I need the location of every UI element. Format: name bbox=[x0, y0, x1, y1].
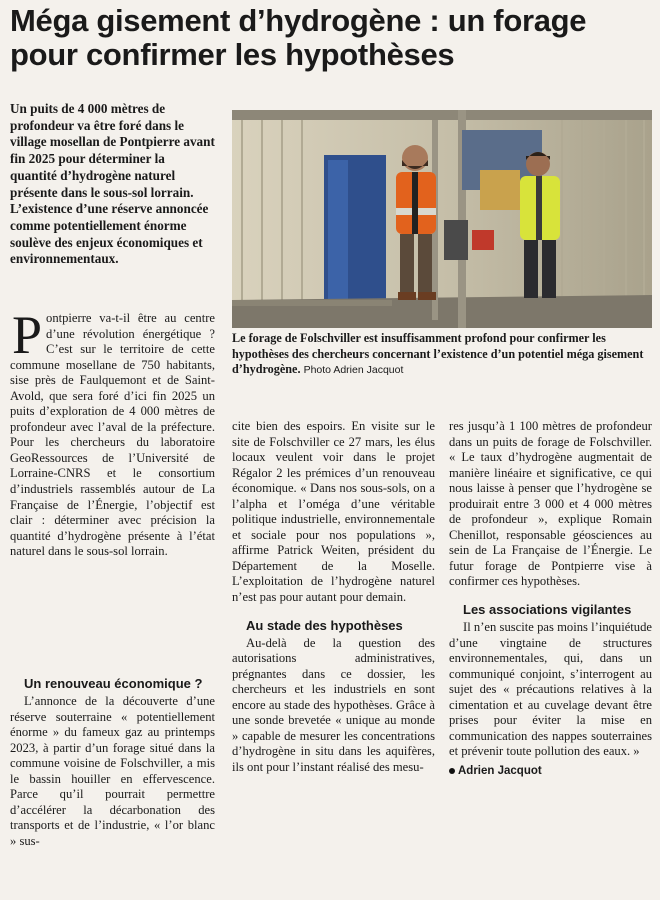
drilling-site-photo bbox=[232, 110, 652, 328]
paragraph-renouveau-cont: cite bien des espoirs. En visite sur le site de Folschviller ce 27 mars, les élus locaux veulent voir dans le projet Régalor 2 les prémices d’un renouveau économique. « Dans nos sous-sols, on a l’alpha et l’oméga d’une véritable politique industrielle, environnementale et sociale pour nos populations », affirme Patrick Weiten, président du Département de la Moselle. L’exploitation de l’hydrogène naturel n’est pas pour autant pour demain. bbox=[232, 419, 435, 605]
subhead-renouveau: Un renouveau économique ? bbox=[24, 676, 203, 691]
photo-caption bbox=[232, 331, 652, 379]
article-lead: Un puits de 4 000 mètres de profondeur va être foré dans le village mosellan de Pontpierre avant fin 2025 pour déterminer la quantité d’hydrogène naturel présente dans le sous-sol lorrain. L’existence d’une réserve annoncée comme potentiellement énorme soulève des enjeux économiques et environnementaux. bbox=[10, 101, 215, 267]
photo-credit: Photo Adrien Jacquot bbox=[303, 364, 404, 377]
paragraph-intro bbox=[10, 305, 215, 560]
article-headline: Méga gisement d’hydrogène : un forage pour confirmer les hypothèses bbox=[10, 3, 587, 72]
subhead-hypotheses: Au stade des hypothèses bbox=[246, 617, 403, 633]
paragraph-hypotheses-cont: res jusqu’à 1 100 mètres de profondeur dans un puits de forage de Folschviller. « Le taux d’hydrogène augmentait de manière linéaire et significative, ce qui nous laisse à penser que l’hydrogène se produirait entre 3 000 et 4 000 mètres de profondeur », explique Romain Chenillot, responsable géosciences au sein de La Française de l’Énergie. Le futur forage de Pontpierre vise à confirmer ces hypothèses. bbox=[449, 419, 652, 589]
paragraph-renouveau: L’annonce de la découverte d’une réserve souterraine « potentiellement énorme » du fameux gaz au printemps 2023, à partir d’un forage situé dans la commune voisine de Folschviller, a mis le bassin houiller en effervescence. Parce qu’il pourrait permettre d’accélérer la décarbonation des transports et de l’industrie, « l’or blanc » sus- bbox=[10, 694, 215, 848]
paragraph-hypotheses: Au-delà de la question des autorisations administratives, prégnantes dans ce dossier, les chercheurs et les industriels en sont encore au stade des hypothèses. Grâce à une sonde brevetée « unique au monde » capable de mesurer les concentrations d’hydrogène in situ dans les aquifères, ils ont pour l’instant réalisé des mesu- bbox=[232, 635, 435, 774]
article-photo bbox=[232, 110, 652, 328]
body-column-3 bbox=[449, 419, 652, 779]
paragraph-associations: Il n’en suscite pas moins l’inquiétude d’une vingtaine de structures environnementales, qui, dans un communiqué conjoint, s’interrogent au sujet des « précautions relatives à la cimentation et au cuvelage devant être prises pour éviter la mise en communication des nappes souterraines et prévenir toute pollution des eaux. » bbox=[449, 620, 652, 759]
drop-cap: P bbox=[12, 305, 43, 365]
bullet-icon bbox=[449, 768, 455, 774]
caption-text: Le forage de Folschviller est insuffisamment profond pour confirmer les hypothèses des chercheurs concernant l’existence d’un potentiel méga gisement d’hydrogène. bbox=[232, 331, 644, 377]
body-column-1-top bbox=[10, 305, 215, 560]
byline bbox=[449, 764, 652, 780]
body-column-1-bottom bbox=[10, 676, 215, 849]
body-column-2 bbox=[232, 419, 435, 775]
paragraph-intro-text: ontpierre va-t-il être au centre d’une révolution énergétique ? C’est sur le territoire de cette commune mosellane de 750 habitants, sise près de Faulquemont et de Saint-Avold, que sera foré d’ici fin 2025 un puits d’exploration de 4 000 mètres de profondeur avec l’aval de la préfecture. Pour les chercheurs du laboratoire GeoRessources de l’Université de Lorraine-CNRS et le consortium d’industriels rassemblés autour de La Française de l’Énergie, l’objectif est clair : déterminer avec précision la quantité d’hydrogène présente à l’état naturel dans le sous-sol lorrain. bbox=[10, 311, 215, 559]
byline-author: Adrien Jacquot bbox=[458, 764, 542, 777]
subhead-associations: Les associations vigilantes bbox=[463, 602, 632, 618]
